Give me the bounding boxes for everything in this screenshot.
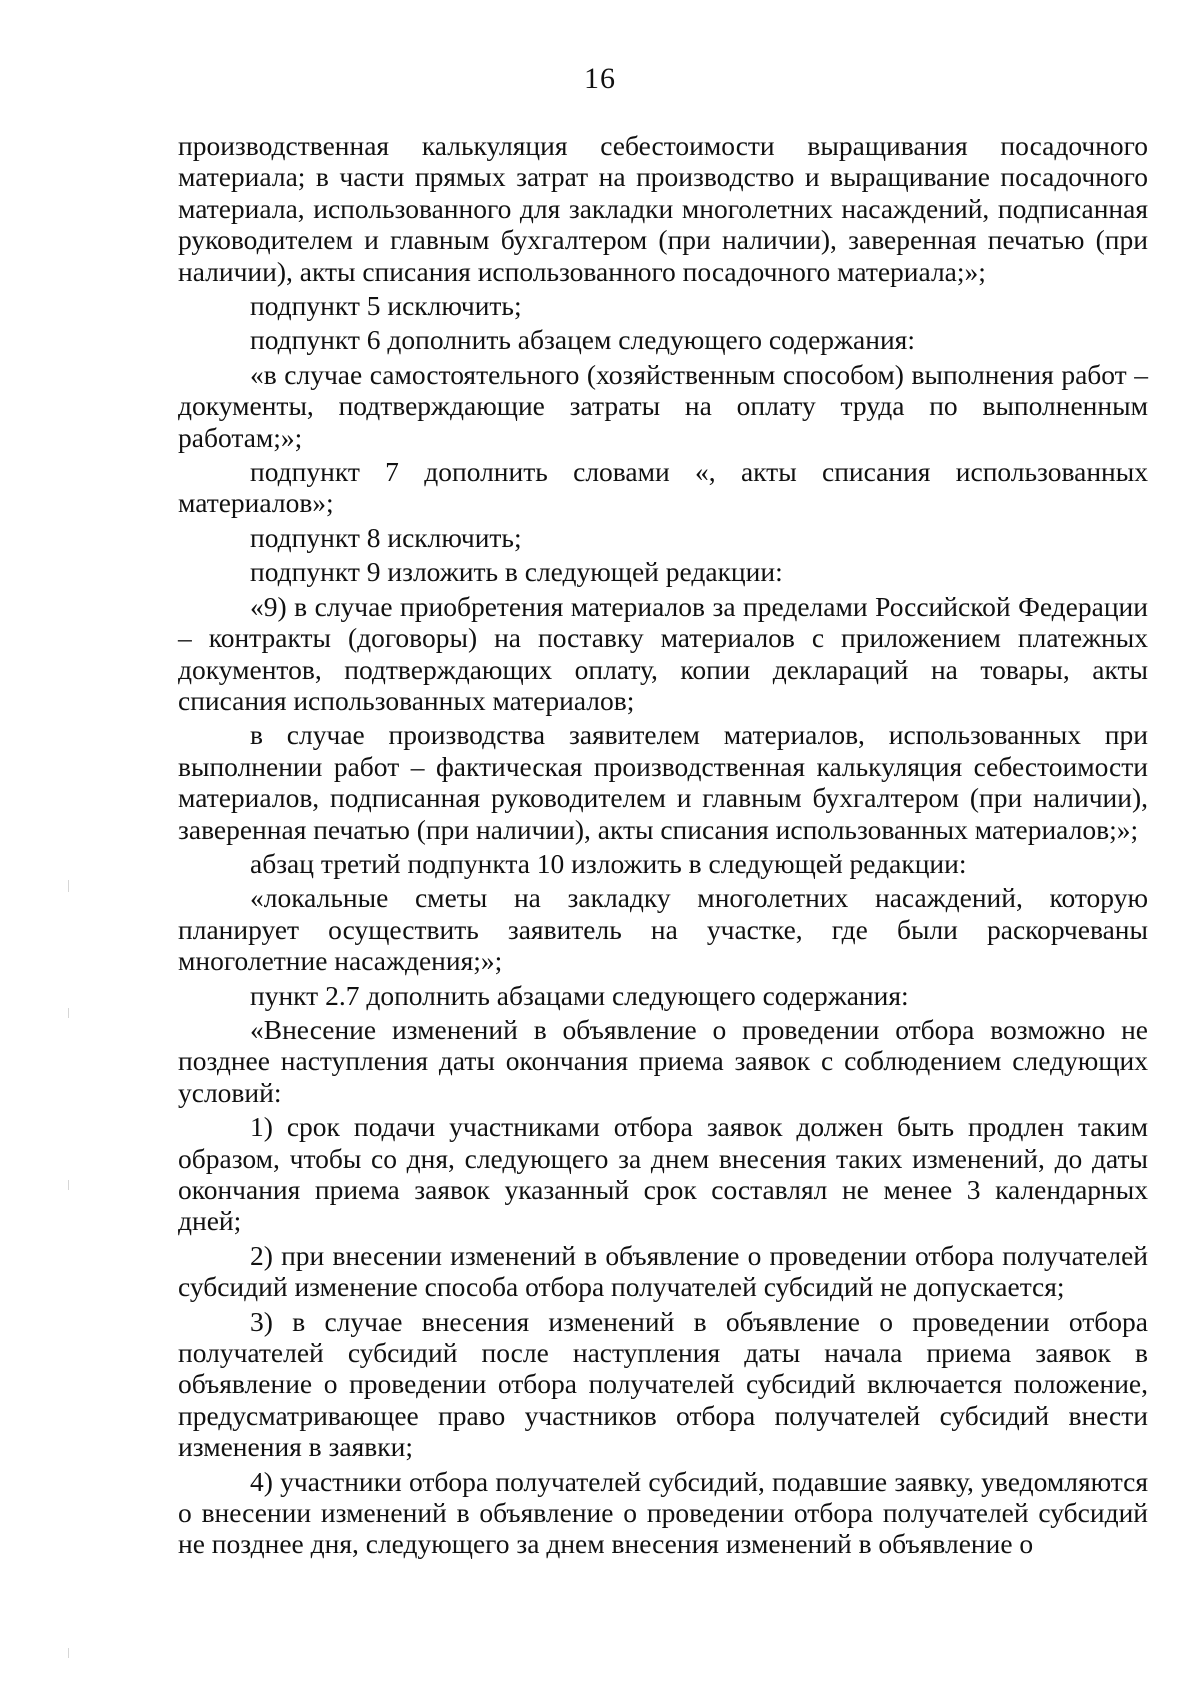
- paragraph: 2) при внесении изменений в объявление о проведении отбора получателей субсидий изменение способа отбора получателей субсидий не допускается;: [178, 1239, 1148, 1303]
- paragraph: «в случае самостоятельного (хозяйственным способом) выполнения работ – документы, подтверждающие затраты на оплату труда по выполненным работам;»;: [178, 358, 1148, 453]
- scan-margin-mark: [68, 1648, 69, 1658]
- paragraph: в случае производства заявителем материалов, использованных при выполнении работ – фактическая производственная калькуляция себестоимости материалов, подписанная руководителем и главным бухгалтером (при наличии), заверенная печатью (при наличии), акты списания использованных материалов;»;: [178, 719, 1148, 845]
- paragraph: подпункт 7 дополнить словами «, акты списания использованных материалов»;: [178, 456, 1148, 519]
- paragraph-continuation: производственная калькуляция себестоимости выращивания посадочного материала; в части прямых затрат на производство и выращивание посадочного материала, использованного для закладки многолетних насаждений, подписанная руководителем и главным бухгалтером (при наличии), заверенная печатью (при наличии), акты списания использованного посадочного материала;»;: [178, 130, 1148, 287]
- paragraph: пункт 2.7 дополнить абзацами следующего содержания:: [250, 979, 909, 1011]
- paragraph: 4) участники отбора получателей субсидий, подавшие заявку, уведомляются о внесении изменений в объявление о проведении отбора получателей субсидий не позднее дня, следующего за днем внесения изменений в объявление о: [178, 1465, 1148, 1560]
- scan-margin-mark: [68, 1008, 69, 1018]
- paragraph: подпункт 8 исключить;: [250, 521, 522, 553]
- paragraph: «локальные сметы на закладку многолетних насаждений, которую планирует осуществить заявитель на участке, где были раскорчеваны многолетние насаждения;»;: [178, 882, 1148, 977]
- paragraph: «9) в случае приобретения материалов за пределами Российской Федерации – контракты (договоры) на поставку материалов с приложением платежных документов, подтверждающих оплату, копии деклараций на товары, акты списания использованных материалов;: [178, 590, 1148, 716]
- scan-margin-mark: [68, 1180, 69, 1190]
- paragraph: подпункт 6 дополнить абзацем следующего содержания:: [250, 324, 915, 356]
- paragraph: подпункт 5 исключить;: [250, 290, 522, 322]
- paragraph: «Внесение изменений в объявление о проведении отбора возможно не позднее наступления даты окончания приема заявок с соблюдением следующих условий:: [178, 1013, 1148, 1108]
- scan-margin-mark: [68, 880, 69, 892]
- paragraph: подпункт 9 изложить в следующей редакции:: [250, 556, 783, 588]
- document-body: [178, 130, 1148, 1560]
- paragraph: 3) в случае внесения изменений в объявление о проведении отбора получателей субсидий после наступления даты начала приема заявок в объявление о проведении отбора получателей субсидий включается положение, предусматривающее право участников отбора получателей субсидий внести изменения в заявки;: [178, 1305, 1148, 1463]
- page-number: 16: [584, 62, 616, 95]
- paragraph: 1) срок подачи участниками отбора заявок должен быть продлен таким образом, чтобы со дня, следующего за днем внесения таких изменений, до даты окончания приема заявок указанный срок составлял не менее 3 календарных дней;: [178, 1111, 1148, 1237]
- paragraph: абзац третий подпункта 10 изложить в следующей редакции:: [250, 847, 967, 879]
